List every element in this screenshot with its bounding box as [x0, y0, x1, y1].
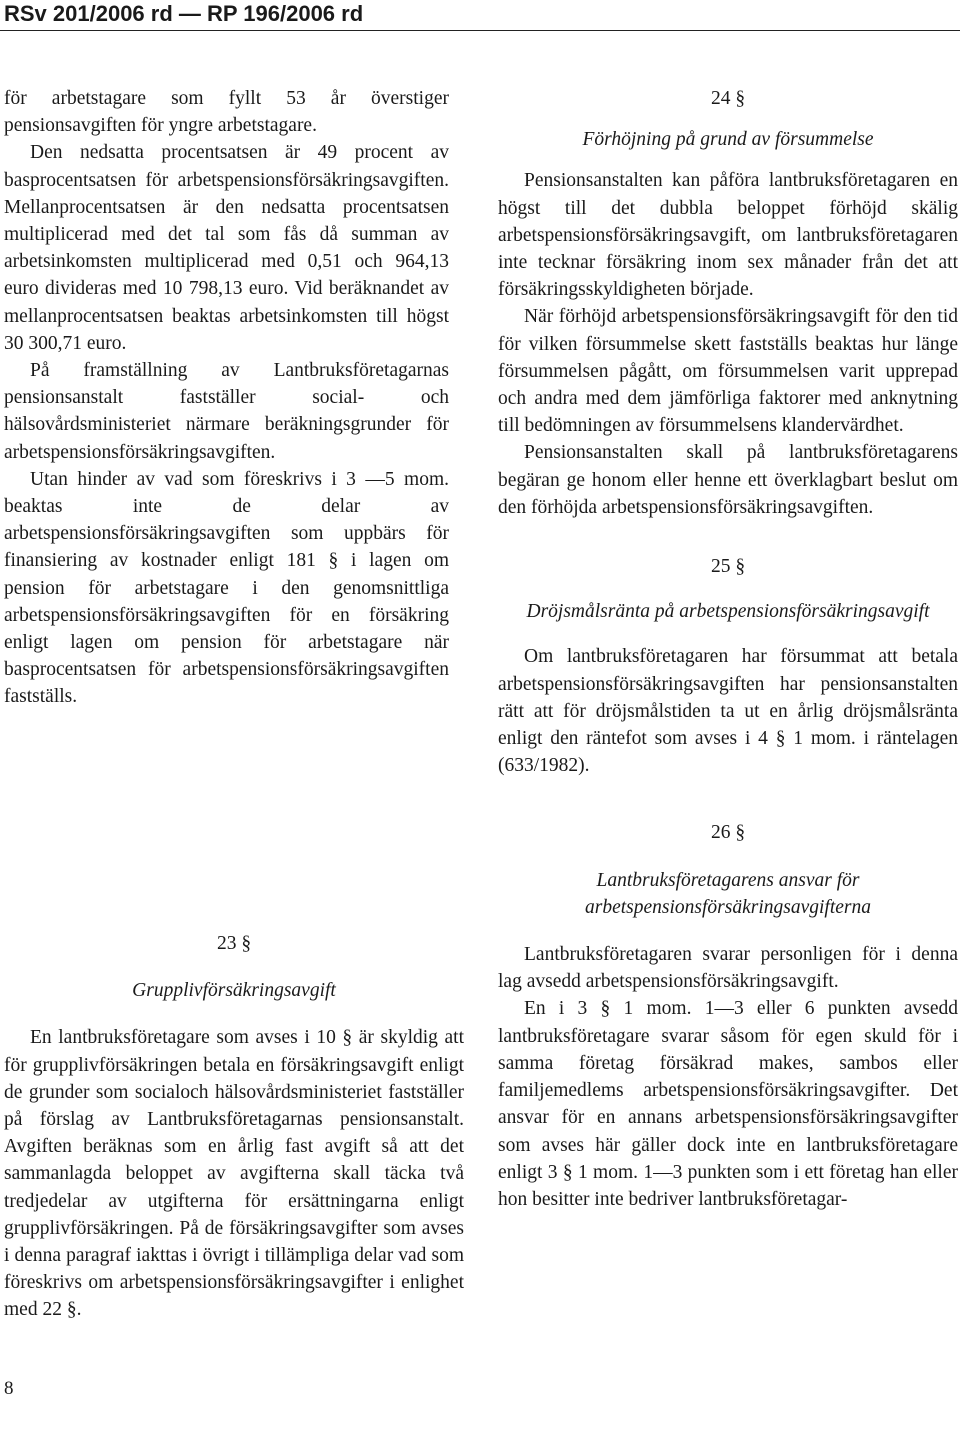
- body-paragraph: När förhöjd arbetspensionsförsäkringsavgift för den tid för vilken försummelse skett fastställs beaktas hur länge försummelsen pågått, om försummelsen varit upprepad och andra med dem jämförliga faktorer med anknytning till bedömningen av försummelsens klandervärdhet.: [498, 306, 958, 437]
- body-paragraph: för arbetstagare som fyllt 53 år överstiger pensionsavgiften för yngre arbetstagare.: [4, 88, 449, 137]
- section-number: 25 §: [710, 556, 746, 578]
- section-title: Förhöjning på grund av försummelse: [582, 129, 874, 151]
- body-paragraph: Utan hinder av vad som föreskrivs i 3 —5 mom. beaktas inte de delar av arbetspensionsförsäkringsavgiften som uppbärs för finansiering av kostnader enligt 181 § i lagen om pension för arbetstagare i den genomsnittliga arbetspensionsförsäkringsavgiften för en försäkring enligt lagen om pension för arbetstagare när basprocentsatsen för arbetspensionsförsäkringsavgiften fastställs.: [4, 468, 449, 708]
- section-title: Grupplivförsäkringsavgift: [132, 980, 336, 1002]
- body-paragraph: På framställning av Lantbruksföretagarnas pensionsanstalt fastställer social- och hälsovårdsministeriet närmare beräkningsgrunder för arbetspensionsförsäkringsavgiften.: [4, 360, 449, 463]
- section-number: 24 §: [710, 88, 746, 109]
- right-column: [498, 85, 958, 1213]
- body-paragraph: En lantbruksföretagare som avses i 10 § är skyldig att för grupplivförsäkringen betala en försäkringsavgift enligt de grunder som socialoch hälsovårdsministeriet fastställer på förslag av Lantbruksföretagarnas pensionsanstalt. Avgiften beräknas som en årlig fast avgift så att det sammanlagda beloppet av avgifterna skall täcka två tredjedelar av utgifterna för ersättningarna enligt grupplivförsäkringen. På de försäkringsavgifter som avses i denna paragraf iakttas i övrigt i tillämpliga delar vad som föreskrivs om arbetspensionsförsäkringsavgifter i enlighet med 22 §.: [4, 1027, 464, 1321]
- running-header: RSv 201/2006 rd — RP 196/2006 rd: [4, 1, 364, 26]
- body-paragraph: En i 3 § 1 mom. 1—3 eller 6 punkten avsedd lantbruksföretagare svarar såsom för egen skuld för i samma företag försäkrad makes, sambos eller familjemedlems arbetspensionsförsäkringsavgifter. Det ansvar för en annans arbetspensionsförsäkringsavgifter som avses här gäller dock inte en lantbruksföretagare enligt 3 § 1 mom. 1—3 punkten som i ett företag han eller hon besitter inte bedriver lantbruksföretagar-: [498, 998, 958, 1210]
- section-number: 23 §: [216, 933, 252, 954]
- body-paragraph: Lantbruksföretagaren svarar personligen för i denna lag avsedd arbetspensionsförsäkringsavgift.: [498, 944, 958, 993]
- header-rule: [0, 30, 960, 31]
- left-column-continuation: [4, 85, 449, 711]
- section-23: [4, 930, 464, 1324]
- body-paragraph: Pensionsanstalten skall på lantbruksföretagarens begäran ge honom eller henne ett överklagbart beslut om den förhöjda arbetspensionsförsäkringsavgiften.: [498, 442, 958, 518]
- body-paragraph: Den nedsatta procentsatsen är 49 procent av basprocentsatsen för arbetspensionsförsäkringsavgiften. Mellanprocentsatsen är den nedsatta procentsatsen multiplicerad med det tal som fås då summan av arbetsinkomsten multiplicerad med 0,51 och 964,13 euro divideras med 10 798,13 euro. Vid beräknandet av mellanprocentsatsen beaktas arbetsinkomsten till högst 30 300,71 euro.: [4, 142, 449, 354]
- section-number: 26 §: [710, 822, 746, 844]
- body-paragraph: Pensionsanstalten kan påföra lantbruksföretagaren en högst till det dubbla beloppet förhöjd skälig arbetspensionsförsäkringsavgift, om lantbruksföretagaren inte tecknar försäkring inom sex månader från det att försäkringsskyldigheten började.: [498, 170, 958, 301]
- body-paragraph: Om lantbruksföretagaren har försummat att betala arbetspensionsförsäkringsavgiften har pensionsanstalten rätt att för dröjsmålstiden ta ut en årlig dröjsmålsränta enligt den räntefot som avses i 4 § 1 mom. i räntelagen (633/1982).: [498, 646, 958, 777]
- section-title: Lantbruksföretagarens ansvar för arbetspensionsförsäkringsavgifterna: [585, 869, 871, 918]
- page-number: 8: [4, 1378, 14, 1399]
- section-title: Dröjsmålsränta på arbetspensionsförsäkringsavgift: [526, 601, 930, 623]
